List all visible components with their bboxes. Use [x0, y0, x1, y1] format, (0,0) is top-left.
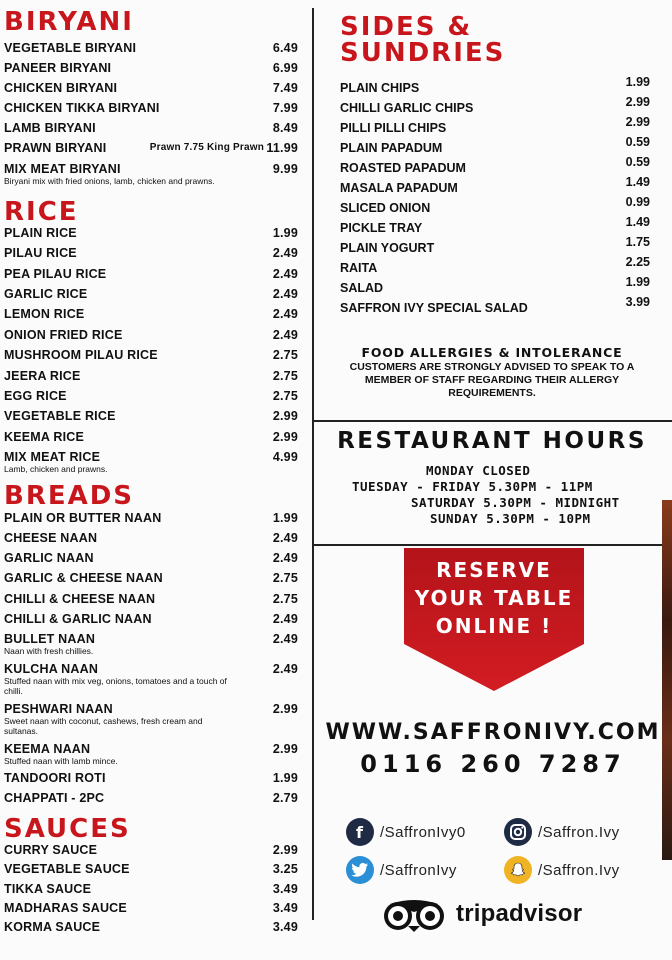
item-name: PLAIN RICE	[4, 226, 77, 240]
item-price: 1.99	[272, 226, 298, 240]
item-price: 2.99	[272, 702, 298, 716]
item-price: 2.49	[272, 662, 298, 676]
biryani-title: BIRYANI	[4, 7, 134, 37]
item-price: 3.49	[272, 901, 298, 915]
item-name: LEMON RICE	[4, 307, 85, 321]
photo-edge	[662, 500, 672, 860]
reserve-line2: YOUR TABLE	[414, 586, 574, 610]
item-description: Naan with fresh chillies.	[4, 646, 94, 656]
item-name: PLAIN PAPADUM	[340, 141, 443, 155]
item-price: 2.75	[272, 571, 298, 585]
item-name: JEERA RICE	[4, 369, 81, 383]
item-name: PLAIN YOGURT	[340, 241, 435, 255]
item-name: PLAIN CHIPS	[340, 81, 420, 95]
twitter-icon	[346, 856, 374, 884]
item-name: MIX MEAT RICE	[4, 450, 101, 464]
divider-hours-top	[314, 420, 672, 422]
item-name: PRAWN BIRYANI	[4, 141, 107, 155]
item-name: GARLIC NAAN	[4, 551, 94, 565]
item-name: VEGETABLE SAUCE	[4, 862, 130, 876]
item-name: KEEMA NAAN	[4, 742, 91, 756]
item-name: PESHWARI NAAN	[4, 702, 113, 716]
item-price: 1.49	[625, 175, 650, 189]
snapchat-icon	[504, 856, 532, 884]
item-name: GARLIC RICE	[4, 287, 88, 301]
item-price: 0.99	[625, 195, 650, 209]
hours-time: 5.30PM - 10PM	[486, 511, 591, 526]
item-name: SALAD	[340, 281, 384, 295]
item-name: PANEER BIRYANI	[4, 61, 112, 75]
twitter-link[interactable]	[346, 856, 457, 884]
item-name: KEEMA RICE	[4, 430, 85, 444]
item-price: 3.99	[625, 295, 650, 309]
facebook-icon	[346, 818, 374, 846]
breads-title: BREADS	[4, 481, 135, 511]
item-name: EGG RICE	[4, 389, 67, 403]
item-price: 2.49	[272, 612, 298, 626]
item-size-options: Prawn 7.75 King Prawn	[149, 142, 264, 153]
item-name: CHAPPATI - 2PC	[4, 791, 105, 805]
item-price: 4.99	[272, 450, 298, 464]
item-price: 0.59	[625, 135, 650, 149]
instagram-icon	[504, 818, 532, 846]
item-name: MASALA PAPADUM	[340, 181, 458, 195]
item-name: VEGETABLE RICE	[4, 409, 116, 423]
item-price: 9.99	[272, 162, 298, 176]
item-name: KORMA SAUCE	[4, 920, 101, 934]
item-name: GARLIC & CHEESE NAAN	[4, 571, 163, 585]
item-description: Stuffed naan with lamb mince.	[4, 756, 118, 766]
hours-day: TUESDAY - FRIDAY	[352, 479, 481, 494]
item-price: 2.49	[272, 246, 298, 260]
item-name: PILLI PILLI CHIPS	[340, 121, 447, 135]
item-price: 11.99	[266, 141, 298, 155]
hours-row-monday	[426, 463, 530, 478]
rice-title: RICE	[4, 197, 79, 227]
item-price: 0.59	[625, 155, 650, 169]
item-price: 2.99	[625, 115, 650, 129]
item-price: 2.49	[272, 307, 298, 321]
column-divider	[312, 8, 314, 920]
website-link[interactable]: WWW.SAFFRONIVY.COM	[325, 720, 661, 745]
hours-time: 5.30PM - MIDNIGHT	[483, 495, 620, 510]
reserve-line3: ONLINE !	[435, 614, 553, 638]
item-price: 2.49	[272, 551, 298, 565]
hours-day: MONDAY	[426, 463, 475, 478]
item-price: 2.99	[272, 843, 298, 857]
instagram-handle: /Saffron.Ivy	[538, 823, 620, 841]
item-name: SLICED ONION	[340, 201, 431, 215]
facebook-handle: /SaffronIvy0	[380, 823, 466, 841]
item-price: 2.49	[272, 632, 298, 646]
item-price: 2.99	[272, 742, 298, 756]
item-name: MUSHROOM PILAU RICE	[4, 348, 158, 362]
allergy-text: CUSTOMERS ARE STRONGLY ADVISED TO SPEAK TO A MEMBER OF STAFF REGARDING THEIR ALLERGY REQUIREMENTS.	[349, 361, 635, 399]
sides-title-line2: SUNDRIES	[340, 38, 506, 68]
item-name: CHILLI & GARLIC NAAN	[4, 612, 152, 626]
item-name: MIX MEAT BIRYANI	[4, 162, 121, 176]
twitter-handle: /SaffronIvy	[380, 861, 457, 879]
item-price: 2.49	[272, 531, 298, 545]
reserve-line1: RESERVE	[436, 558, 552, 582]
item-price: 6.99	[272, 61, 298, 75]
allergy-title: FOOD ALLERGIES & INTOLERANCE	[361, 345, 623, 360]
item-name: CURRY SAUCE	[4, 843, 98, 857]
hours-row-saturday	[411, 495, 620, 510]
hours-row-tue-fri	[352, 479, 593, 494]
item-name: ROASTED PAPADUM	[340, 161, 466, 175]
item-price: 2.75	[272, 348, 298, 362]
item-price: 2.49	[272, 328, 298, 342]
item-price: 2.79	[272, 791, 298, 805]
item-price: 2.49	[272, 267, 298, 281]
item-name: PEA PILAU RICE	[4, 267, 107, 281]
hours-day: SUNDAY	[430, 511, 479, 526]
facebook-link[interactable]	[346, 818, 466, 846]
item-price: 2.99	[272, 430, 298, 444]
item-name: PILAU RICE	[4, 246, 77, 260]
item-price: 8.49	[272, 121, 298, 135]
item-name: MADHARAS SAUCE	[4, 901, 127, 915]
item-price: 1.75	[625, 235, 650, 249]
item-name: ONION FRIED RICE	[4, 328, 123, 342]
sauces-title: SAUCES	[4, 814, 131, 844]
item-name: CHEESE NAAN	[4, 531, 98, 545]
item-price: 7.49	[272, 81, 298, 95]
item-price: 3.49	[272, 920, 298, 934]
item-name: KULCHA NAAN	[4, 662, 99, 676]
item-name: LAMB BIRYANI	[4, 121, 96, 135]
item-price: 2.75	[272, 369, 298, 383]
reserve-banner[interactable]	[404, 548, 656, 692]
item-name: CHILLI & CHEESE NAAN	[4, 592, 156, 606]
item-name: BULLET NAAN	[4, 632, 96, 646]
svg-text:f: f	[356, 824, 364, 840]
divider-hours-bottom	[314, 544, 672, 546]
item-price: 3.25	[272, 862, 298, 876]
item-name: PICKLE TRAY	[340, 221, 423, 235]
item-price: 6.49	[272, 41, 298, 55]
snapchat-handle: /Saffron.Ivy	[538, 861, 620, 879]
item-price: 2.99	[272, 409, 298, 423]
item-price: 2.49	[272, 287, 298, 301]
item-name: TIKKA SAUCE	[4, 882, 92, 896]
item-price: 1.99	[625, 75, 650, 89]
snapchat-link[interactable]	[504, 856, 620, 884]
hours-title: RESTAURANT HOURS	[337, 428, 647, 454]
sides-title-line1: SIDES &	[340, 12, 473, 42]
item-price: 2.75	[272, 389, 298, 403]
tripadvisor-logo[interactable]	[380, 896, 582, 932]
item-name: CHICKEN TIKKA BIRYANI	[4, 101, 160, 115]
phone-number[interactable]: 0116 260 7287	[360, 750, 626, 778]
item-price: 3.49	[272, 882, 298, 896]
item-price: 2.99	[625, 95, 650, 109]
item-price: 1.49	[625, 215, 650, 229]
item-description: Stuffed naan with mix veg, onions, tomatoes and a touch of chilli.	[4, 676, 227, 696]
item-price: 2.25	[625, 255, 650, 269]
tripadvisor-owl-icon	[380, 896, 448, 932]
item-name: VEGETABLE BIRYANI	[4, 41, 137, 55]
tripadvisor-label: tripadvisor	[456, 900, 583, 927]
item-price: 2.75	[272, 592, 298, 606]
item-description: Biryani mix with fried onions, lamb, chicken and prawns.	[4, 176, 215, 186]
item-description: Sweet naan with coconut, cashews, fresh cream and sultanas.	[4, 716, 203, 736]
item-name: RAITA	[340, 261, 378, 275]
hours-time: 5.30PM - 11PM	[488, 479, 593, 494]
instagram-link[interactable]	[504, 818, 620, 846]
item-name: CHILLI GARLIC CHIPS	[340, 101, 474, 115]
hours-row-sunday	[430, 511, 591, 526]
item-name: PLAIN OR BUTTER NAAN	[4, 511, 162, 525]
item-name: CHICKEN BIRYANI	[4, 81, 118, 95]
item-name: TANDOORI ROTI	[4, 771, 106, 785]
item-price: 1.99	[272, 511, 298, 525]
hours-time: CLOSED	[482, 463, 531, 478]
item-price: 1.99	[272, 771, 298, 785]
item-description: Lamb, chicken and prawns.	[4, 464, 108, 474]
item-price: 1.99	[625, 275, 650, 289]
item-price: 7.99	[272, 101, 298, 115]
hours-day: SATURDAY	[411, 495, 476, 510]
item-name: SAFFRON IVY SPECIAL SALAD	[340, 301, 528, 315]
